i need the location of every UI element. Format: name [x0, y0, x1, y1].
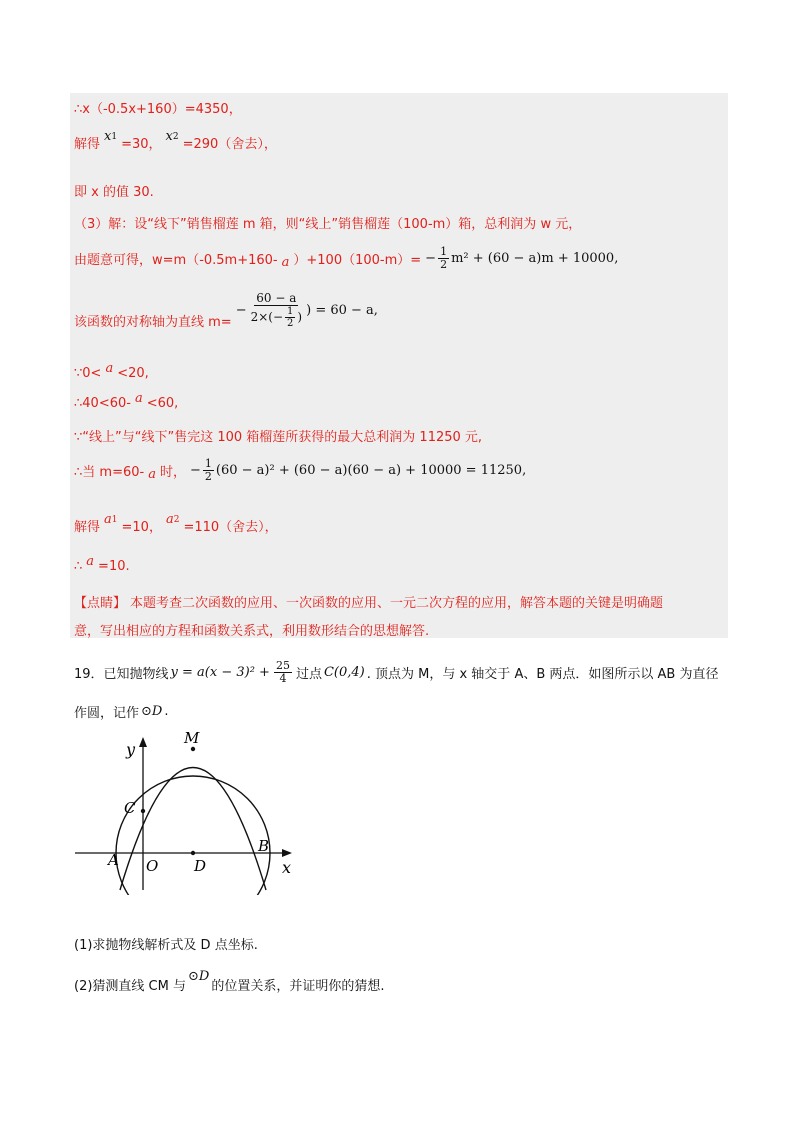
axis-num: 60 − a: [256, 291, 297, 305]
axis-half: [285, 306, 295, 329]
comment-tag: 【点睛】: [74, 596, 127, 611]
a2-letter: a: [165, 512, 174, 527]
part-2: [74, 969, 385, 994]
question-line-2-text: 作圆，记作: [74, 706, 140, 721]
solution-line-4: [74, 213, 581, 232]
solution-line-5: [74, 246, 618, 271]
solution-line-10: [74, 458, 526, 483]
x1-sub: 1: [111, 131, 118, 142]
solution-line-1-text: ∴x（-0.5x+160）=4350，: [74, 102, 242, 117]
x2-sub: 2: [172, 131, 179, 142]
question-after-formula: 过点: [295, 667, 322, 683]
max-minus: −: [189, 463, 201, 479]
label-a: A: [108, 851, 119, 869]
axis-fraction: [249, 292, 305, 329]
parabola-circle-figure: [70, 725, 310, 895]
part-2-pre: (2)猜测直线 CM 与: [74, 979, 186, 994]
solution-line-9-text: ∵“线上”与“线下”售完这 100 箱榴莲所获得的最大总利润为 11250 元,: [74, 430, 483, 445]
part-1-text: (1)求抛物线解析式及 D 点坐标.: [74, 938, 258, 953]
minus-sign: −: [425, 251, 437, 267]
solution-line-1: [74, 98, 242, 117]
solution-line-5-mid: ）+100（100-m）=: [293, 253, 422, 269]
solution-line-10-a: a: [148, 467, 156, 483]
solution-line-10-mid: 时，: [159, 465, 186, 481]
label-m: M: [184, 729, 200, 747]
label-x: x: [282, 858, 292, 877]
x1-symbol: [104, 129, 117, 144]
solution-line-12: [74, 554, 130, 574]
solution-line-12-pre: ∴: [74, 559, 83, 574]
x-axis-arrow: [282, 849, 292, 857]
profit-function: [425, 246, 618, 271]
label-y: y: [126, 740, 136, 759]
a2-symbol: [166, 512, 180, 527]
part-2-circle: ⊙D: [187, 969, 210, 984]
question-line-2: [74, 702, 168, 721]
solution-line-12-post: =10.: [98, 559, 130, 574]
solution-line-7-a: a: [105, 361, 114, 376]
solution-line-11-post: =110（舍去），: [183, 520, 278, 535]
solution-line-8-pre: ∴40<60-: [74, 396, 131, 411]
max-half: [203, 458, 214, 483]
question-line-1: [74, 660, 718, 685]
a1-letter: a: [104, 512, 112, 527]
solution-line-8-a: a: [134, 391, 143, 406]
comment-text-1: 本题考查二次函数的应用、一次函数的应用、一元二次方程的应用，解答本题的关键是明确题: [130, 596, 664, 611]
label-d: D: [194, 857, 207, 875]
label-o: O: [146, 857, 159, 875]
max-profit-equation: [190, 458, 526, 483]
solution-line-5-a: a: [281, 255, 290, 271]
part-2-post: 的位置关系，并证明你的猜想.: [211, 979, 385, 994]
axis-den: 2×(− $\frac{1}{2}$ ): [250, 306, 303, 330]
axis-den-text: 2×(−: [250, 310, 284, 325]
y-axis-arrow: [139, 737, 147, 747]
solution-line-5-pre: 由题意可得，w=m（-0.5m+160-: [74, 253, 278, 269]
solution-line-11-pre: 解得: [74, 520, 101, 535]
solution-line-3: [74, 181, 154, 200]
solution-line-6-pre: 该函数的对称轴为直线 m=: [74, 315, 232, 331]
half-fraction: [438, 246, 449, 271]
solution-line-11: [74, 512, 278, 535]
a1-sub: 1: [111, 514, 118, 525]
formula-fraction: [274, 660, 292, 685]
solution-line-8-post: <60,: [146, 396, 179, 411]
x2-letter: x: [165, 129, 173, 144]
solution-line-8: [74, 391, 179, 411]
a2-sub: 2: [173, 514, 180, 525]
axis-half-den: 2: [287, 318, 294, 330]
question-number: 19．已知抛物线: [74, 667, 169, 683]
axis-half-num: 1: [287, 306, 294, 318]
a1-symbol: [104, 512, 118, 527]
solution-line-11-mid: =10，: [121, 520, 162, 535]
parabola-formula: y = a(x − 3)² +: [170, 665, 270, 681]
point-d-dot: [191, 851, 195, 855]
point-m-dot: [191, 747, 195, 751]
axis-tail: ) = 60 − a,: [306, 303, 378, 319]
solution-line-2: [74, 129, 277, 152]
solution-line-4-text: （3）解：设“线下”销售榴莲 m 箱，则“线上”销售榴莲（100-m）箱，总利润为 w 元，: [74, 217, 582, 232]
solution-box: [70, 93, 728, 638]
max-half-num: 1: [204, 457, 212, 470]
comment-line-2: [74, 620, 429, 639]
axis-of-symmetry: [236, 292, 378, 329]
label-b: B: [258, 837, 270, 855]
max-tail: (60 − a)² + (60 − a)(60 − a) + 10000 = 11250,: [215, 463, 527, 479]
solution-line-2-pre: 解得: [74, 137, 101, 152]
formula-frac-num: 25: [275, 659, 290, 672]
point-c-dot: [141, 809, 145, 813]
axis-minus: −: [235, 303, 247, 319]
solution-line-9: [74, 426, 482, 445]
formula-frac-den: 4: [279, 672, 287, 686]
max-half-den: 2: [204, 470, 212, 484]
question-line-2-end: .: [164, 704, 169, 719]
parabola-curve: [120, 768, 266, 891]
solution-line-7: [74, 361, 149, 381]
label-c: C: [124, 799, 136, 817]
comment-text-2: 意，写出相应的方程和函数关系式，利用数形结合的思想解答.: [74, 624, 430, 639]
part-1: [74, 934, 258, 953]
comment-line-1: [74, 592, 663, 611]
solution-line-10-pre: ∴当 m=60-: [74, 465, 145, 481]
solution-line-2-mid: =30，: [121, 137, 162, 152]
solution-line-7-post: <20,: [117, 366, 149, 381]
half-num: 1: [440, 245, 448, 258]
question-desc: . 顶点为 M，与 x 轴交于 A、B 两点．如图所示以 AB 为直径: [366, 667, 719, 683]
x2-symbol: [166, 129, 179, 144]
half-den: 2: [440, 258, 448, 272]
solution-line-6: [74, 292, 378, 329]
circle-d: ⊙D: [141, 704, 163, 719]
solution-line-2-post: =290（舍去），: [182, 137, 277, 152]
solution-line-12-a: a: [86, 554, 95, 569]
solution-line-7-pre: ∵0<: [74, 366, 102, 381]
solution-line-3-text: 即 x 的值 30.: [74, 185, 154, 200]
x1-letter: x: [104, 129, 112, 144]
point-c: C(0,4): [323, 665, 365, 681]
profit-function-tail: m² + (60 − a)m + 10000,: [451, 251, 619, 267]
